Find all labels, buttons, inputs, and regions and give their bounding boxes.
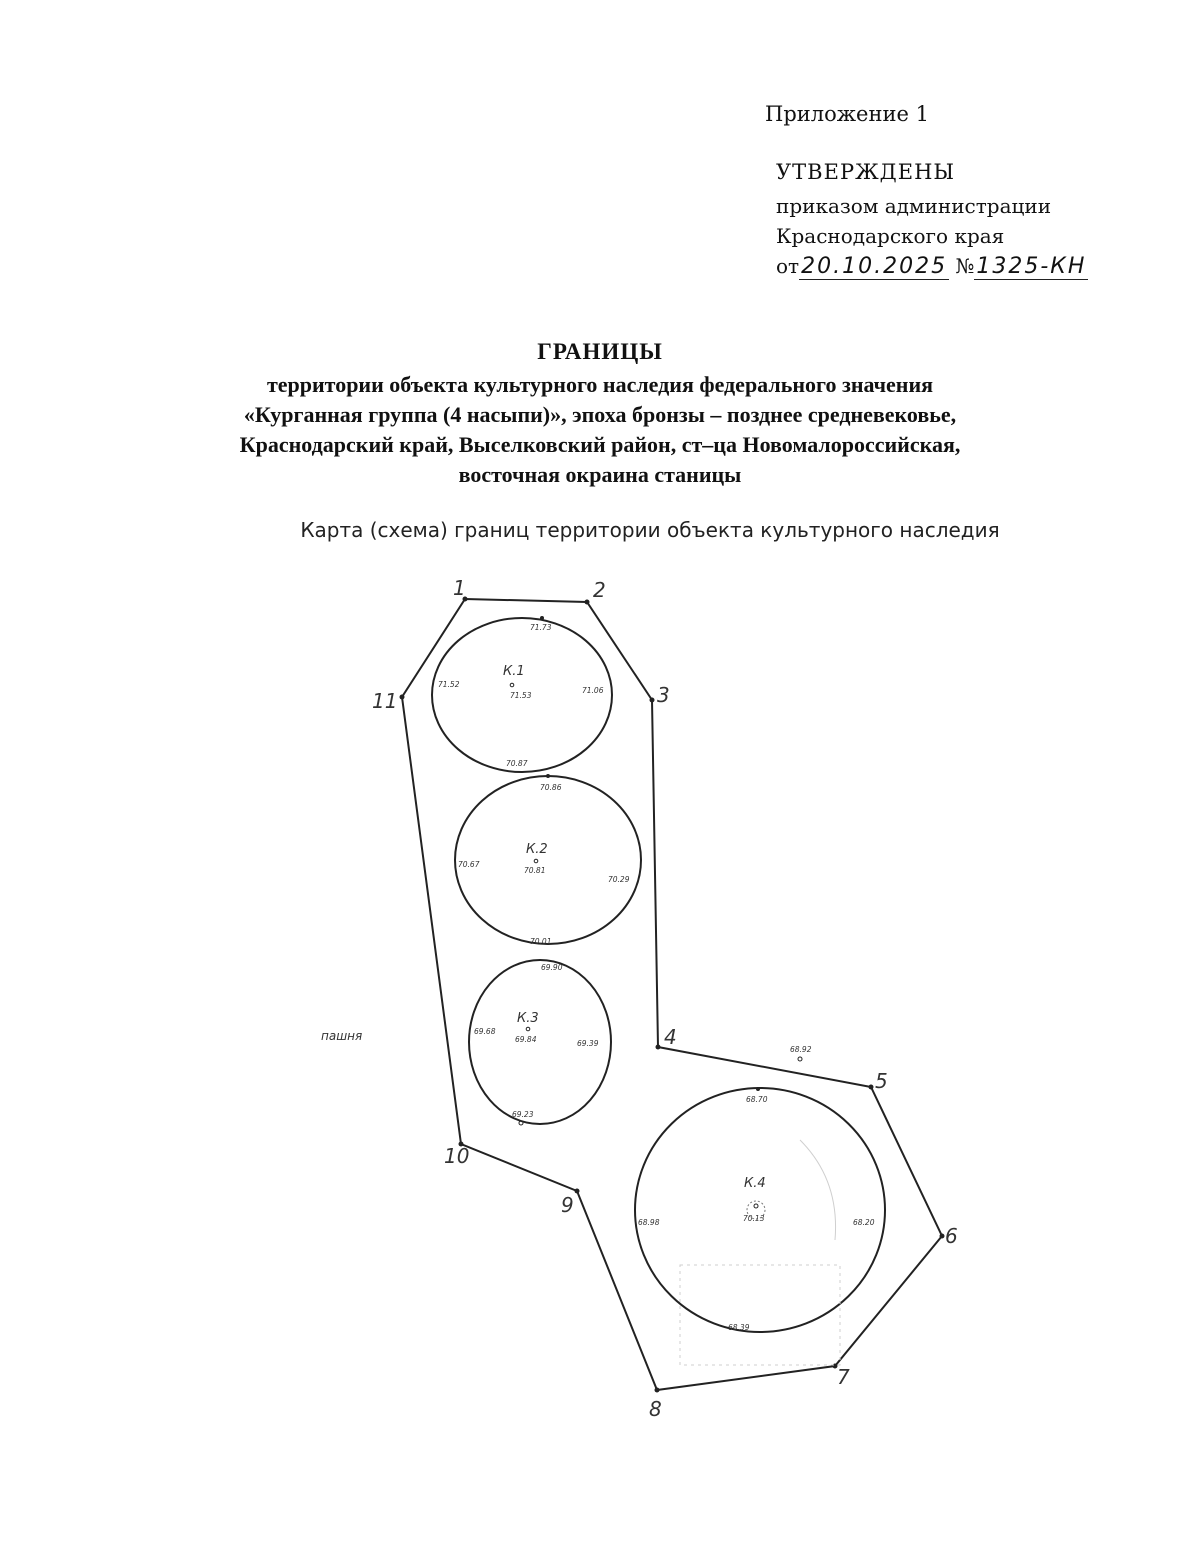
- vertex-2: [585, 600, 590, 605]
- mound-k3-right-elev: 69.39: [577, 1039, 599, 1048]
- mound-k4-top-elev: 68.70: [746, 1095, 768, 1104]
- approved-by-order: приказом администрации: [776, 194, 1052, 218]
- vertex-6: [940, 1234, 945, 1239]
- order-number: 1325-КН: [976, 254, 1087, 279]
- vertex-label-11: 11: [372, 689, 398, 713]
- mound-k1-bottom-elev: 70.87: [506, 759, 528, 768]
- mound-k3-bottom-elev: 69.23: [512, 1110, 534, 1119]
- land-use-label: пашня: [321, 1029, 363, 1043]
- mound-k2-bottom-elev: 70.01: [530, 937, 552, 946]
- mound-k2: [455, 774, 641, 946]
- date-prefix: от: [776, 254, 800, 278]
- vertex-label-3: 3: [657, 683, 670, 707]
- mound-k4: [635, 1087, 885, 1332]
- mound-k4-right-elev: 68.20: [853, 1218, 875, 1227]
- approved-heading: УТВЕРЖДЕНЫ: [776, 160, 956, 184]
- mound-k4-bottom-elev: 68.39: [728, 1323, 750, 1332]
- mound-k1-right-elev: 71.06: [582, 686, 604, 695]
- vertex-label-2: 2: [593, 578, 606, 602]
- mound-k3-center-elev: 69.84: [515, 1035, 537, 1044]
- map-caption: Карта (схема) границ территории объекта культурного наследия: [300, 518, 1000, 542]
- mound-k2-center-point: [534, 859, 538, 863]
- number-prefix: №: [955, 254, 975, 278]
- mound-k2-label: К.2: [526, 842, 548, 857]
- appendix-label: Приложение 1: [765, 102, 929, 126]
- mound-k2-outline: [455, 776, 641, 944]
- vertex-11: [400, 695, 405, 700]
- vertex-label-7: 7: [837, 1365, 850, 1389]
- mound-k3-label: К.3: [517, 1011, 539, 1026]
- title-line-1: территории объекта культурного наследия федерального значения: [266, 372, 934, 397]
- title-line-4: восточная окраина станицы: [458, 462, 742, 487]
- vertex-label-9: 9: [561, 1193, 574, 1217]
- vertex-3: [650, 698, 655, 703]
- main-title: ГРАНИЦЫ: [537, 339, 663, 364]
- title-line-2: «Курганная группа (4 насыпи)», эпоха бронзы – позднее средневековье,: [243, 402, 957, 427]
- mound-k2-left-elev: 70.67: [458, 860, 480, 869]
- mound-k1-top-point: [540, 616, 544, 620]
- mound-k1-center-elev: 71.53: [510, 691, 532, 700]
- mound-k4-center-elev: 70.13: [743, 1214, 765, 1223]
- vertex-8: [655, 1388, 660, 1393]
- mound-k1-label: К.1: [503, 664, 525, 679]
- mound-k1-center-point: [510, 683, 514, 687]
- vertex-label-6: 6: [945, 1224, 958, 1248]
- approved-region: Краснодарского края: [776, 224, 1005, 248]
- title-line-3: Краснодарский край, Выселковский район, ст–ца Новомалороссийская,: [239, 432, 961, 457]
- vertex-4: [656, 1045, 661, 1050]
- vertex-label-5: 5: [875, 1069, 888, 1093]
- mound-k1-left-elev: 71.52: [438, 680, 460, 689]
- mound-k4-left-elev: 68.98: [638, 1218, 660, 1227]
- mound-k3-left-elev: 69.68: [474, 1027, 496, 1036]
- mound-k4-center-point: [754, 1204, 758, 1208]
- elevation-point: [798, 1057, 802, 1061]
- faint-arc: [800, 1140, 836, 1240]
- mound-k2-top-elev: 70.86: [540, 783, 562, 792]
- mound-k3: [469, 960, 611, 1125]
- vertex-label-10: 10: [444, 1144, 470, 1168]
- vertex-label-1: 1: [453, 576, 466, 600]
- mound-k4-label: К.4: [744, 1176, 766, 1191]
- mound-k1: [432, 616, 612, 772]
- order-date: 20.10.2025: [801, 254, 948, 279]
- mound-k2-right-elev: 70.29: [608, 875, 630, 884]
- mound-k1-top-elev: 71.73: [530, 623, 552, 632]
- mound-k2-center-elev: 70.81: [524, 866, 546, 875]
- vertex-5: [869, 1085, 874, 1090]
- mound-k4-top-point: [756, 1087, 760, 1091]
- mound-k2-top-point: [546, 774, 550, 778]
- elevation-point-value: 68.92: [790, 1045, 812, 1054]
- mound-k3-top-elev: 69.90: [541, 963, 563, 972]
- vertex-9: [575, 1189, 580, 1194]
- vertex-label-4: 4: [664, 1025, 677, 1049]
- vertex-label-8: 8: [649, 1397, 662, 1421]
- faint-rect: [680, 1265, 840, 1365]
- mound-k4-outline: [635, 1088, 885, 1332]
- mound-k3-center-point: [526, 1027, 530, 1031]
